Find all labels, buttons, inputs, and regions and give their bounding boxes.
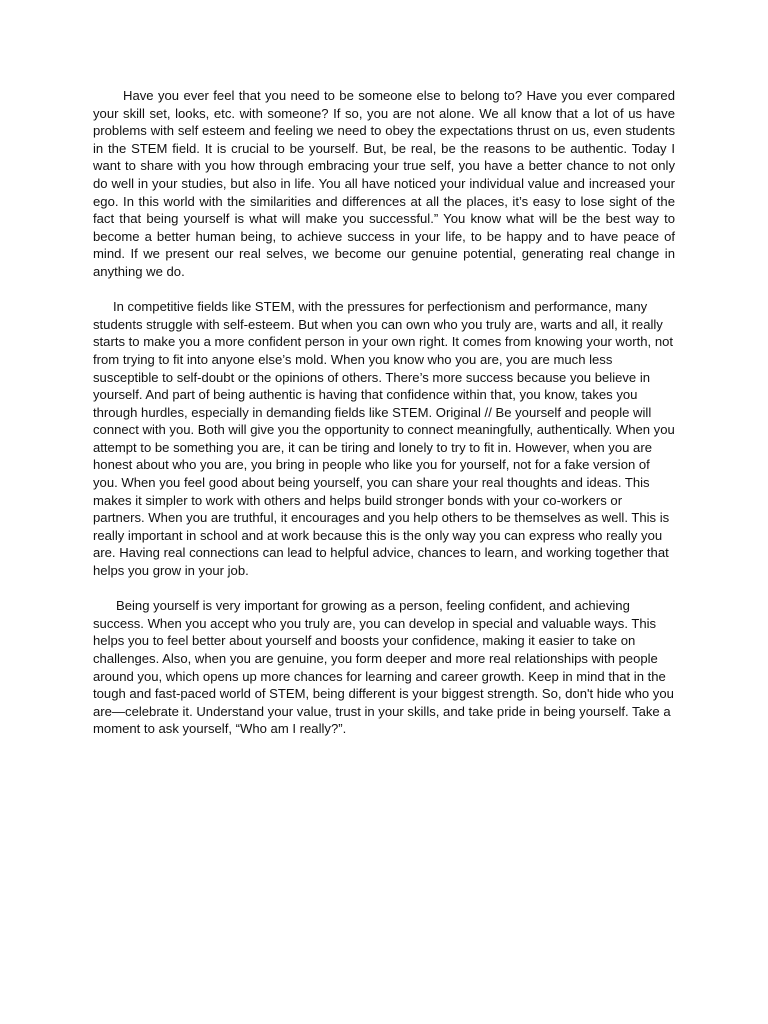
paragraph-3: Being yourself is very important for growing as a person, feeling confident, and achieving success. When you accept who you truly are, you can develop in special and valuable ways. This helps you to feel better about yourself and boosts your confidence, making it easier to take on challenges. Also, when you are genuine, you form deeper and more real relationships with people around you, which opens up more chances for learning and career growth. Keep in mind that in the tough and fast-paced world of STEM, being different is your biggest strength. So, don't hide who you are—celebrate it. Understand your value, trust in your skills, and take pride in being yourself. Take a moment to ask yourself, “Who am I really?”. bbox=[93, 598, 674, 737]
document-page bbox=[93, 87, 675, 738]
paragraph-2: In competitive fields like STEM, with the pressures for perfectionism and performance, many students struggle with self-esteem. But when you can own who you truly are, warts and all, it really starts to make you a more confident person in your own right. It comes from knowing your worth, not from trying to fit into anyone else’s mold. When you know who you are, you are much less susceptible to self-doubt or the opinions of others. There’s more success because you believe in yourself. And part of being authentic is having that confidence within that, you know, takes you through hurdles, especially in demanding fields like STEM. Original // Be yourself and people will connect with you. Both will give you the opportunity to connect meaningfully, authentically. When you attempt to be something you are, it can be tiring and lonely to try to fit in. However, when you are honest about who you are, you bring in people who like you for yourself, not for a fake version of you. When you feel good about being yourself, you can share your real thoughts and ideas. This makes it simpler to work with others and helps build stronger bonds with your co-workers or partners. When you are truthful, it encourages and you help others to be themselves as well. This is really important in school and at work because this is the only way you can express who really you are. Having real connections can lead to helpful advice, chances to learn, and working together that helps you grow in your job. bbox=[93, 299, 675, 579]
paragraph-1: Have you ever feel that you need to be someone else to belong to? Have you ever compared your skill set, looks, etc. with someone? If so, you are not alone. We all know that a lot of us have problems with self esteem and feeling we need to obey the expectations thrust on us, even students in the STEM field. It is crucial to be yourself. But, be real, be the reasons to be authentic. Today I want to share with you how through embracing your true self, you have a better chance to not only do well in your studies, but also in life. You all have noticed your individual value and increased your ego. In this world with the similarities and differences at all the places, it’s easy to lose sight of the fact that being yourself is what will make you successful.” You know what will be the best way to become a better human being, to achieve success in your life, to be happy and to have peace of mind. If we present our real selves, we become our genuine potential, generating real change in anything we do. bbox=[93, 88, 675, 279]
